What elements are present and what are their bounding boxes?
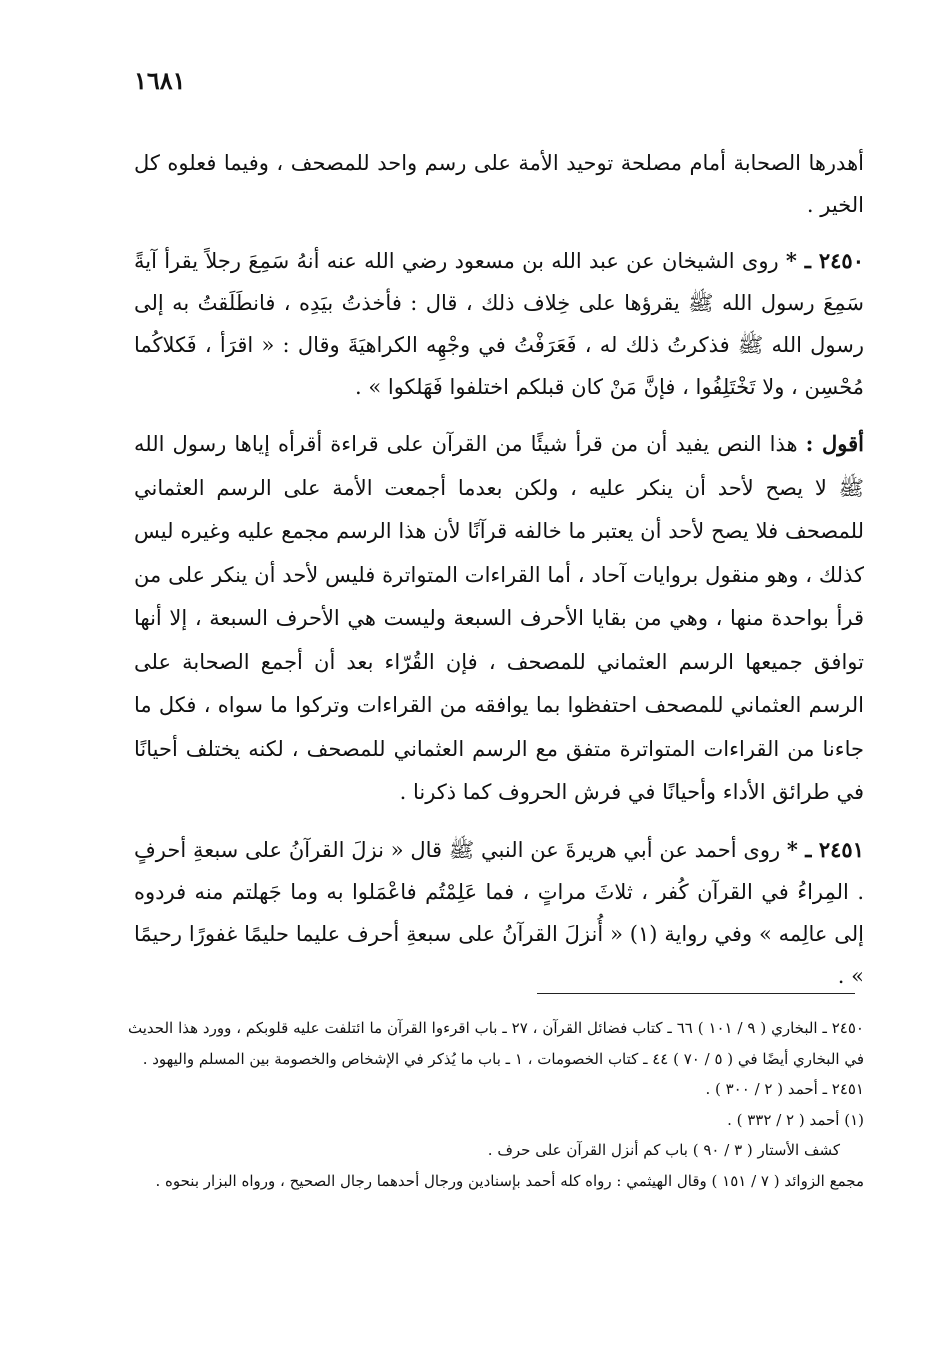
hadith-text: روى أحمد عن أبي هريرةَ عن النبي ﷺ قال « نزلَ القرآنُ على سبعةِ أحرفٍ . المِراءُ في القرآن كُفر ، ثلاثَ مراتٍ ، فما عَلِمْتُم فاعْمَلوا به وما جَهلتم منه فردوه إلى عالِمه » وفي رواية (١) « أُنزلَ القرآنُ على سبعةِ أحرف عليما حليمًا غفورًا رحيمًا » . xyxy=(134,837,864,988)
intro-paragraph: أهدرها الصحابة أمام مصلحة توحيد الأمة على رسم واحد للمصحف ، وفيما فعلوه كل الخير . xyxy=(134,151,864,217)
footnotes xyxy=(128,1013,864,1196)
hadith-number: ٢٤٥١ ـ * xyxy=(786,836,864,862)
main-text xyxy=(134,142,864,1011)
commentary-label: أقول : xyxy=(805,431,864,456)
hadith-number: ٢٤٥٠ ـ * xyxy=(785,248,864,273)
footnote-2450: ٢٤٥٠ ـ البخاري ( ٩ / ١٠١ ) ٦٦ ـ كتاب فضائل القرآن ، ٢٧ ـ باب اقرءوا القرآن ما ائتلفت عليه قلوبكم ، وورد هذا الحديث في البخاري أيضًا في ( ٥ / ٧٠ ) ٤٤ ـ كتاب الخصومات ، ١ ـ باب ما يُذكر في الإشخاص والخصومة بين المسلم واليهود . xyxy=(128,1019,864,1068)
hadith-text: روى الشيخان عن عبد الله بن مسعود رضي الله عنه أنهُ سَمِعَ رجلاً يقرأ آيةً سَمِعَ رسول الله ﷺ يقرؤها على خِلاف ذلك ، قال : فأخذتُ بيَدِه ، فانطَلَقتُ به إلى رسول الله ﷺ فذكرتُ ذلك له ، فَعَرَفْتُ في وجْهِه الكراهيَةَ وقال : « اقرَأ ، فَكلاكُما مُحْسِن ، ولا تَخْتَلِفُوا ، فإنَّ مَنْ كان قبلكم اختلفوا فَهَلكوا » . xyxy=(134,249,864,399)
footnote-kashf-al-astar: كشف الأستار ( ٣ / ٩٠ ) باب كم أنزل القرآن على حرف . xyxy=(487,1141,840,1159)
commentary-paragraph xyxy=(134,422,864,815)
footnote-2451: ٢٤٥١ ـ أحمد ( ٢ / ٣٠٠ ) . xyxy=(705,1080,864,1098)
footnote-divider xyxy=(537,993,855,994)
hadith-2451 xyxy=(134,829,864,997)
hadith-2450 xyxy=(134,240,864,408)
footnote-majma-al-zawaid: مجمع الزوائد ( ٧ / ١٥١ ) وقال الهيثمي : رواه كله أحمد بإسنادين ورجال أحدهما رجال الصحيح ، ورواه البزار بنحوه . xyxy=(155,1171,864,1190)
commentary-text: هذا النص يفيد أن من قرأ شيئًا من القرآن على قراءة أقرأه إياها رسول الله ﷺ لا يصح لأحد أن ينكر عليه ، ولكن بعدما أجمعت الأمة على الرسم العثماني للمصحف فلا يصح لأحد أن يعتبر ما خالفه قرآنًا لأن هذا الرسم مجمع عليه وغيره ليس كذلك ، وهو منقول بروايات آحاد ، أما القراءات المتواترة فليس لأحد أن ينكر على من قرأ بواحدة منها ، وهي من بقايا الأحرف السبعة وليست هي الأحرف السبعة ، إلا أنها توافق جميعها الرسم العثماني للمصحف ، فإن القُرّاء بعد أن أجمع الصحابة على الرسم العثماني للمصحف احتفظوا بما يوافقه من القراءات وتركوا ما سواه ، فكل ما جاءنا من القراءات المتواترة متفق مع الرسم العثماني للمصحف ، لكنه يختلف أحيانًا في طرائق الأداء وأحيانًا في فرش الحروف كما ذكرنا . xyxy=(134,432,864,804)
footnote-1: (١) أحمد ( ٢ / ٣٣٢ ) . xyxy=(727,1110,864,1129)
page-number: ١٦٨١ xyxy=(134,66,186,95)
